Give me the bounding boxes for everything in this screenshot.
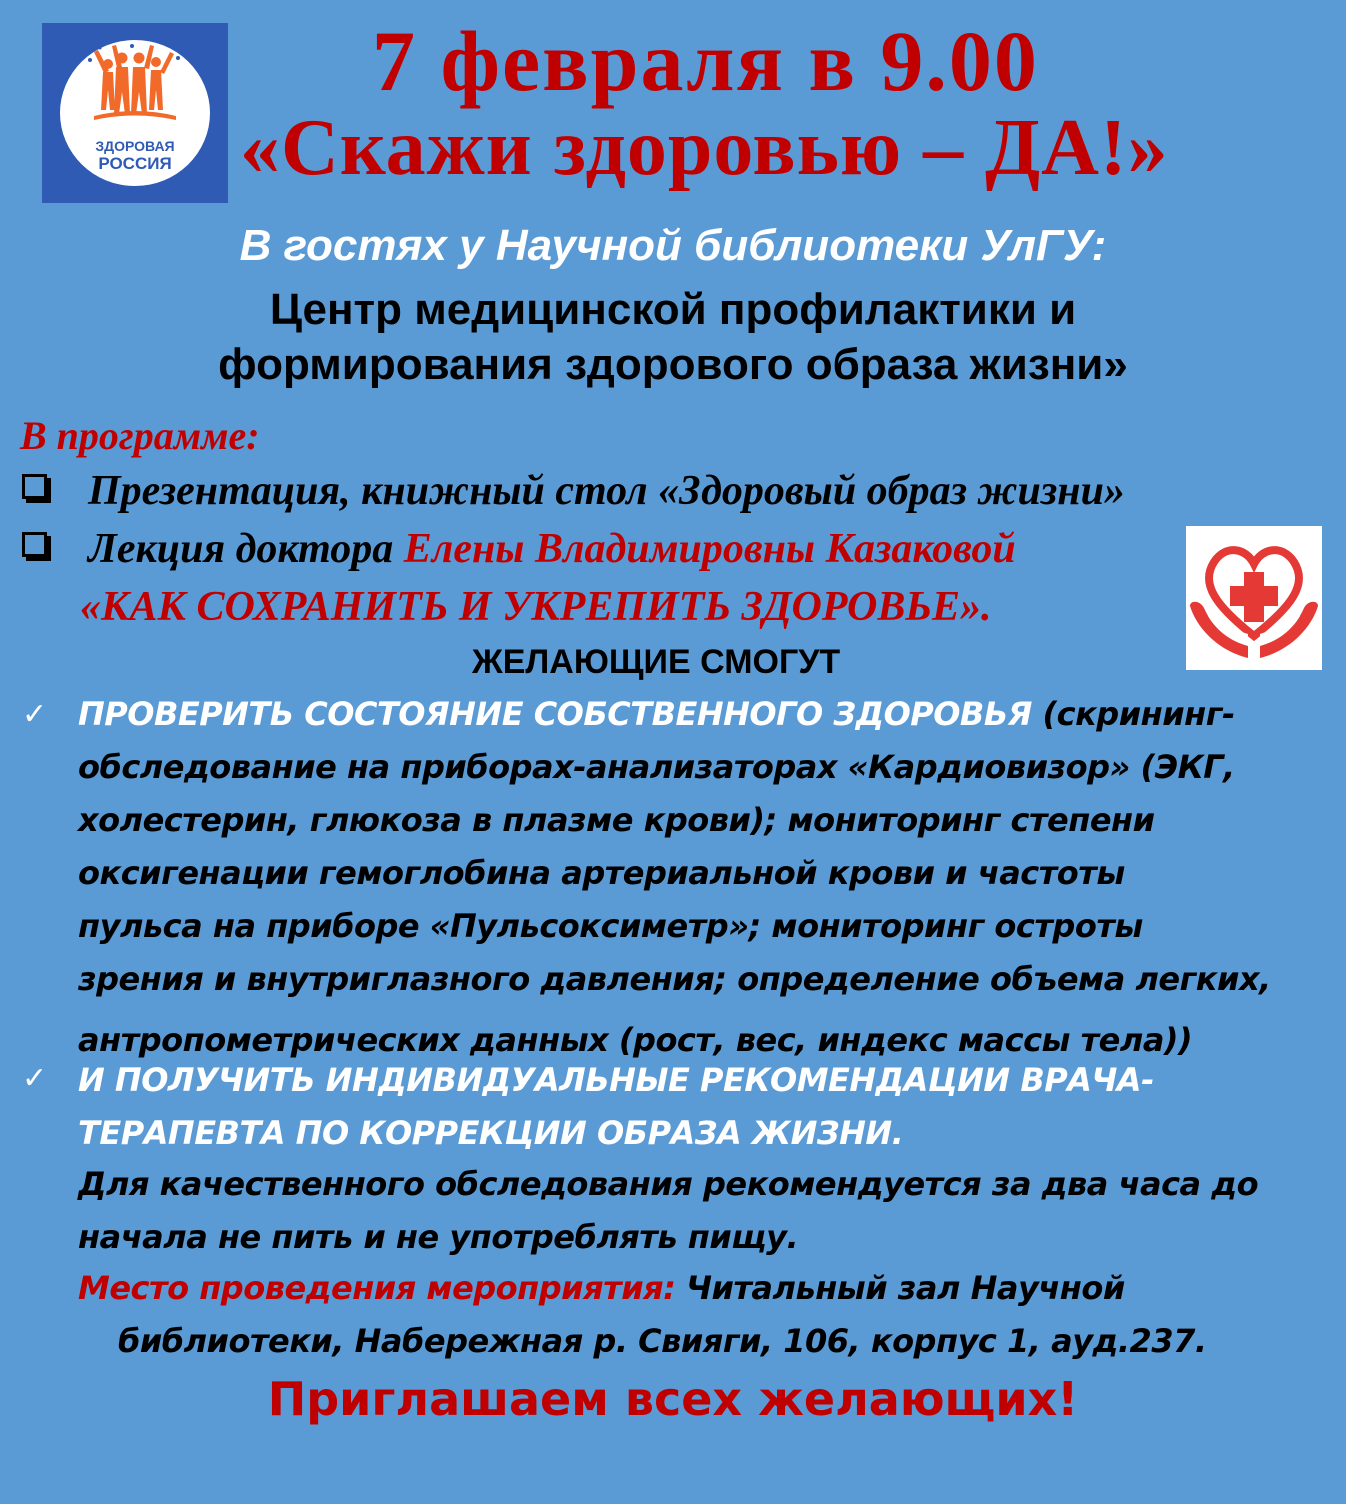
- note-line1: Для качественного обследования рекомендуется за два часа до: [78, 1165, 1259, 1203]
- venue-line2: библиотеки, Набережная р. Свияги, 106, корпус 1, ауд.237.: [118, 1322, 1207, 1360]
- zdorovaya-rossiya-logo: [42, 23, 228, 203]
- check-item-health-screening: [78, 688, 1271, 1067]
- check1-highlight: ПРОВЕРИТЬ СОСТОЯНИЕ СОБСТВЕННОГО ЗДОРОВЬЯ: [78, 695, 1032, 733]
- preparation-note: [78, 1158, 1258, 1264]
- check1-line6: зрения и внутриглазного давления; определение объема легких,: [78, 960, 1271, 998]
- check2-line1: И ПОЛУЧИТЬ ИНДИВИДУАЛЬНЫЕ РЕКОМЕНДАЦИИ ВРАЧА-: [78, 1061, 1154, 1099]
- logo-line2: РОССИЯ: [98, 154, 172, 173]
- center-name: [0, 282, 1346, 392]
- check1-line5: пульса на приборе «Пульсоксиметр»; мониторинг остроты: [78, 907, 1143, 945]
- event-date-time: 7 февраля в 9.00: [372, 13, 1039, 109]
- checkmark-icon: ✓: [22, 1061, 48, 1096]
- program-item-lecture: [88, 526, 1016, 572]
- doctor-name: Елены Владимировны Казаковой: [403, 526, 1016, 572]
- check1-line2: обследование на приборах-анализаторах «Кардиовизор» (ЭКГ,: [78, 748, 1235, 786]
- venue-label: Место проведения мероприятия:: [78, 1269, 676, 1307]
- program-heading: В программе:: [20, 413, 260, 458]
- center-name-line2: формирования здорового образа жизни»: [218, 340, 1128, 389]
- checkmark-icon: ✓: [22, 697, 48, 732]
- venue-line1-rest: Читальный зал Научной: [675, 1269, 1125, 1307]
- lecture-title: «КАК СОХРАНИТЬ И УКРЕПИТЬ ЗДОРОВЬЕ».: [80, 584, 992, 630]
- wishers-heading: ЖЕЛАЮЩИЕ СМОГУТ: [472, 643, 841, 681]
- heart-cross-hands-icon: [1186, 526, 1322, 670]
- logo-circle: [60, 40, 210, 186]
- check1-line3: холестерин, глюкоза в плазме крови); мониторинг степени: [78, 801, 1155, 839]
- event-title: «Скажи здоровью – ДА!»: [240, 104, 1169, 192]
- check-item-recommendations: [78, 1054, 1154, 1160]
- check1-line7: антропометрических данных (рост, вес, индекс массы тела)): [78, 1021, 1193, 1059]
- checkbox-square-icon: [22, 532, 47, 557]
- heart-hands-svg: [1186, 526, 1322, 670]
- check1-line1: [78, 688, 1271, 741]
- checkbox-square-icon: [22, 474, 47, 499]
- check1-line4: оксигенации гемоглобина артериальной крови и частоты: [78, 854, 1125, 892]
- check2-line2: ТЕРАПЕВТА ПО КОРРЕКЦИИ ОБРАЗА ЖИЗНИ.: [78, 1114, 904, 1152]
- guest-line: В гостях у Научной библиотеки УлГУ:: [239, 221, 1107, 270]
- lecture-prefix: Лекция доктора: [88, 526, 404, 572]
- program-item-presentation: Презентация, книжный стол «Здоровый образ жизни»: [88, 468, 1125, 514]
- invitation: Приглашаем всех желающих!: [267, 1372, 1079, 1426]
- note-line2: начала не пить и не употреблять пищу.: [78, 1218, 799, 1256]
- venue: [78, 1262, 1207, 1368]
- center-name-line1: Центр медицинской профилактики и: [269, 285, 1077, 334]
- check1-line1-rest: (скрининг-: [1031, 695, 1235, 733]
- venue-line1: [78, 1262, 1207, 1315]
- logo-line1: ЗДОРОВАЯ: [95, 138, 175, 154]
- people-celebrating-icon: [60, 40, 210, 140]
